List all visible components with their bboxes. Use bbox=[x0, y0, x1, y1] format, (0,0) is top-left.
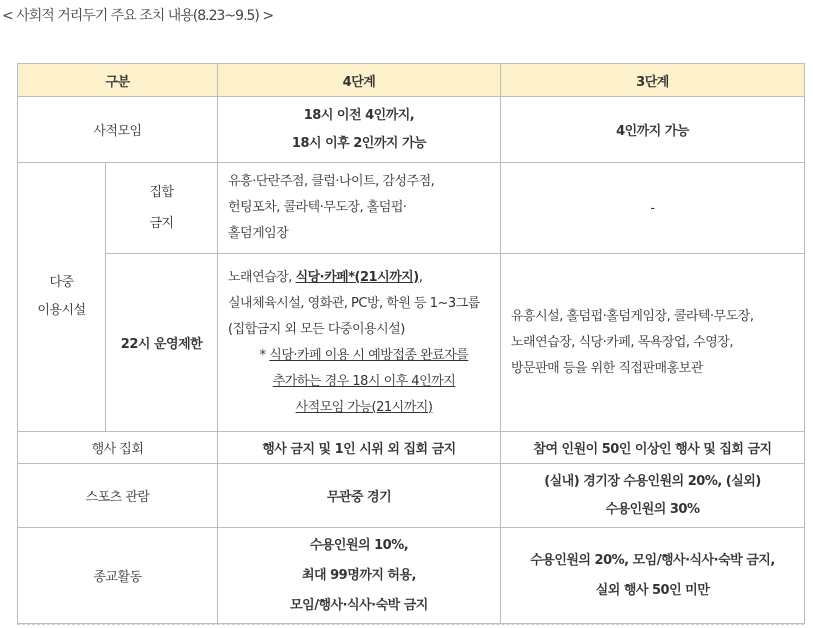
private-gathering-level3: 4인까지 가능 bbox=[501, 97, 805, 163]
page-title: < 사회적 거리두기 주요 조치 내용(8.23~9.5) > bbox=[2, 8, 274, 24]
events-level4: 행사 금지 및 1인 시위 외 집회 금지 bbox=[218, 432, 501, 464]
curfew-note-line2 bbox=[228, 369, 500, 395]
curfew-level4-line2: 실내체육시설, 영화관, PC방, 학원 등 1~3그룹 bbox=[228, 295, 480, 311]
bottom-divider bbox=[17, 624, 804, 625]
curfew-note-line1 bbox=[228, 343, 500, 369]
gathering-ban-label-line2: 금지 bbox=[149, 216, 174, 231]
curfew-level4-line1-suffix: , bbox=[418, 269, 423, 285]
curfew-level3-line1: 유흥시설, 홀덤펍·홀덤게임장, 콜라텍·무도장, bbox=[511, 308, 754, 324]
header-category: 구분 bbox=[18, 64, 218, 97]
curfew-level3-line3: 방문판매 등을 위한 직접판매홍보관 bbox=[511, 360, 703, 376]
religion-level3 bbox=[501, 528, 805, 624]
religion-level4-line2: 최대 99명까지 허용, bbox=[302, 567, 416, 583]
row-religion bbox=[18, 528, 805, 624]
private-gathering-level4 bbox=[218, 97, 501, 163]
row-events bbox=[18, 432, 805, 464]
private-gathering-label: 사적모임 bbox=[18, 97, 218, 163]
curfew-level4-line3: (집합금지 외 모든 다중이용시설) bbox=[228, 321, 405, 337]
religion-level3-line2: 실외 행사 50인 미만 bbox=[595, 582, 710, 598]
row-curfew bbox=[18, 254, 805, 432]
curfew-level4-highlight: 식당·카페*(21시까지) bbox=[295, 269, 419, 285]
curfew-note-text3: 사적모임 가능(21시까지) bbox=[295, 399, 433, 415]
gathering-ban-level4-line1: 유흥·단란주점, 클럽·나이트, 감성주점, bbox=[228, 174, 435, 189]
curfew-level4-line1 bbox=[228, 265, 500, 291]
curfew-level3-line2: 노래연습장, 식당·카페, 목욕장업, 수영장, bbox=[511, 334, 733, 350]
measures-table bbox=[17, 63, 805, 624]
curfew-label: 22시 운영제한 bbox=[106, 254, 218, 432]
header-level3: 3단계 bbox=[501, 64, 805, 97]
private-gathering-level4-line1: 18시 이전 4인까지, bbox=[303, 107, 415, 123]
curfew-note-text2: 추가하는 경우 18시 이후 4인까지 bbox=[272, 373, 456, 389]
gathering-ban-label bbox=[106, 163, 218, 254]
events-level3: 참여 인원이 50인 이상인 행사 및 집회 금지 bbox=[501, 432, 805, 464]
gathering-ban-level4 bbox=[218, 163, 501, 254]
gathering-ban-label-line1: 집합 bbox=[149, 185, 174, 200]
curfew-level4 bbox=[218, 254, 501, 432]
multi-use-label-line1: 다중 bbox=[49, 275, 74, 290]
header-row bbox=[18, 64, 805, 97]
gathering-ban-level4-line2: 헌팅포차, 콜라텍·무도장, 홀덤펍· bbox=[228, 200, 407, 215]
sports-label: 스포츠 관람 bbox=[18, 464, 218, 528]
row-private-gathering bbox=[18, 97, 805, 163]
religion-level4 bbox=[218, 528, 501, 624]
sports-level3-line2: 수용인원의 30% bbox=[605, 501, 700, 517]
multi-use-label bbox=[18, 163, 106, 432]
sports-level4: 무관중 경기 bbox=[218, 464, 501, 528]
sports-level3 bbox=[501, 464, 805, 528]
curfew-note-line3 bbox=[228, 395, 500, 421]
curfew-note-asterisk: * bbox=[259, 347, 270, 363]
curfew-level3 bbox=[501, 254, 805, 432]
religion-level4-line3: 모임/행사·식사·숙박 금지 bbox=[290, 597, 428, 613]
religion-level3-line1: 수용인원의 20%, 모임/행사·식사·숙박 금지, bbox=[530, 552, 775, 568]
header-level4: 4단계 bbox=[218, 64, 501, 97]
religion-label: 종교활동 bbox=[18, 528, 218, 624]
gathering-ban-level4-line3: 홀덤게임장 bbox=[228, 226, 289, 241]
row-gathering-ban bbox=[18, 163, 805, 254]
private-gathering-level4-line2: 18시 이후 2인까지 가능 bbox=[291, 135, 427, 151]
multi-use-label-line2: 이용시설 bbox=[37, 303, 86, 318]
sports-level3-line1: (실내) 경기장 수용인원의 20%, (실외) bbox=[544, 473, 761, 489]
gathering-ban-level3: - bbox=[501, 163, 805, 254]
religion-level4-line1: 수용인원의 10%, bbox=[309, 537, 409, 553]
row-sports bbox=[18, 464, 805, 528]
events-label: 행사 집회 bbox=[18, 432, 218, 464]
curfew-level4-line1-prefix: 노래연습장, bbox=[228, 269, 296, 285]
curfew-note-text1: 식당·카페 이용 시 예방접종 완료자를 bbox=[269, 347, 469, 363]
